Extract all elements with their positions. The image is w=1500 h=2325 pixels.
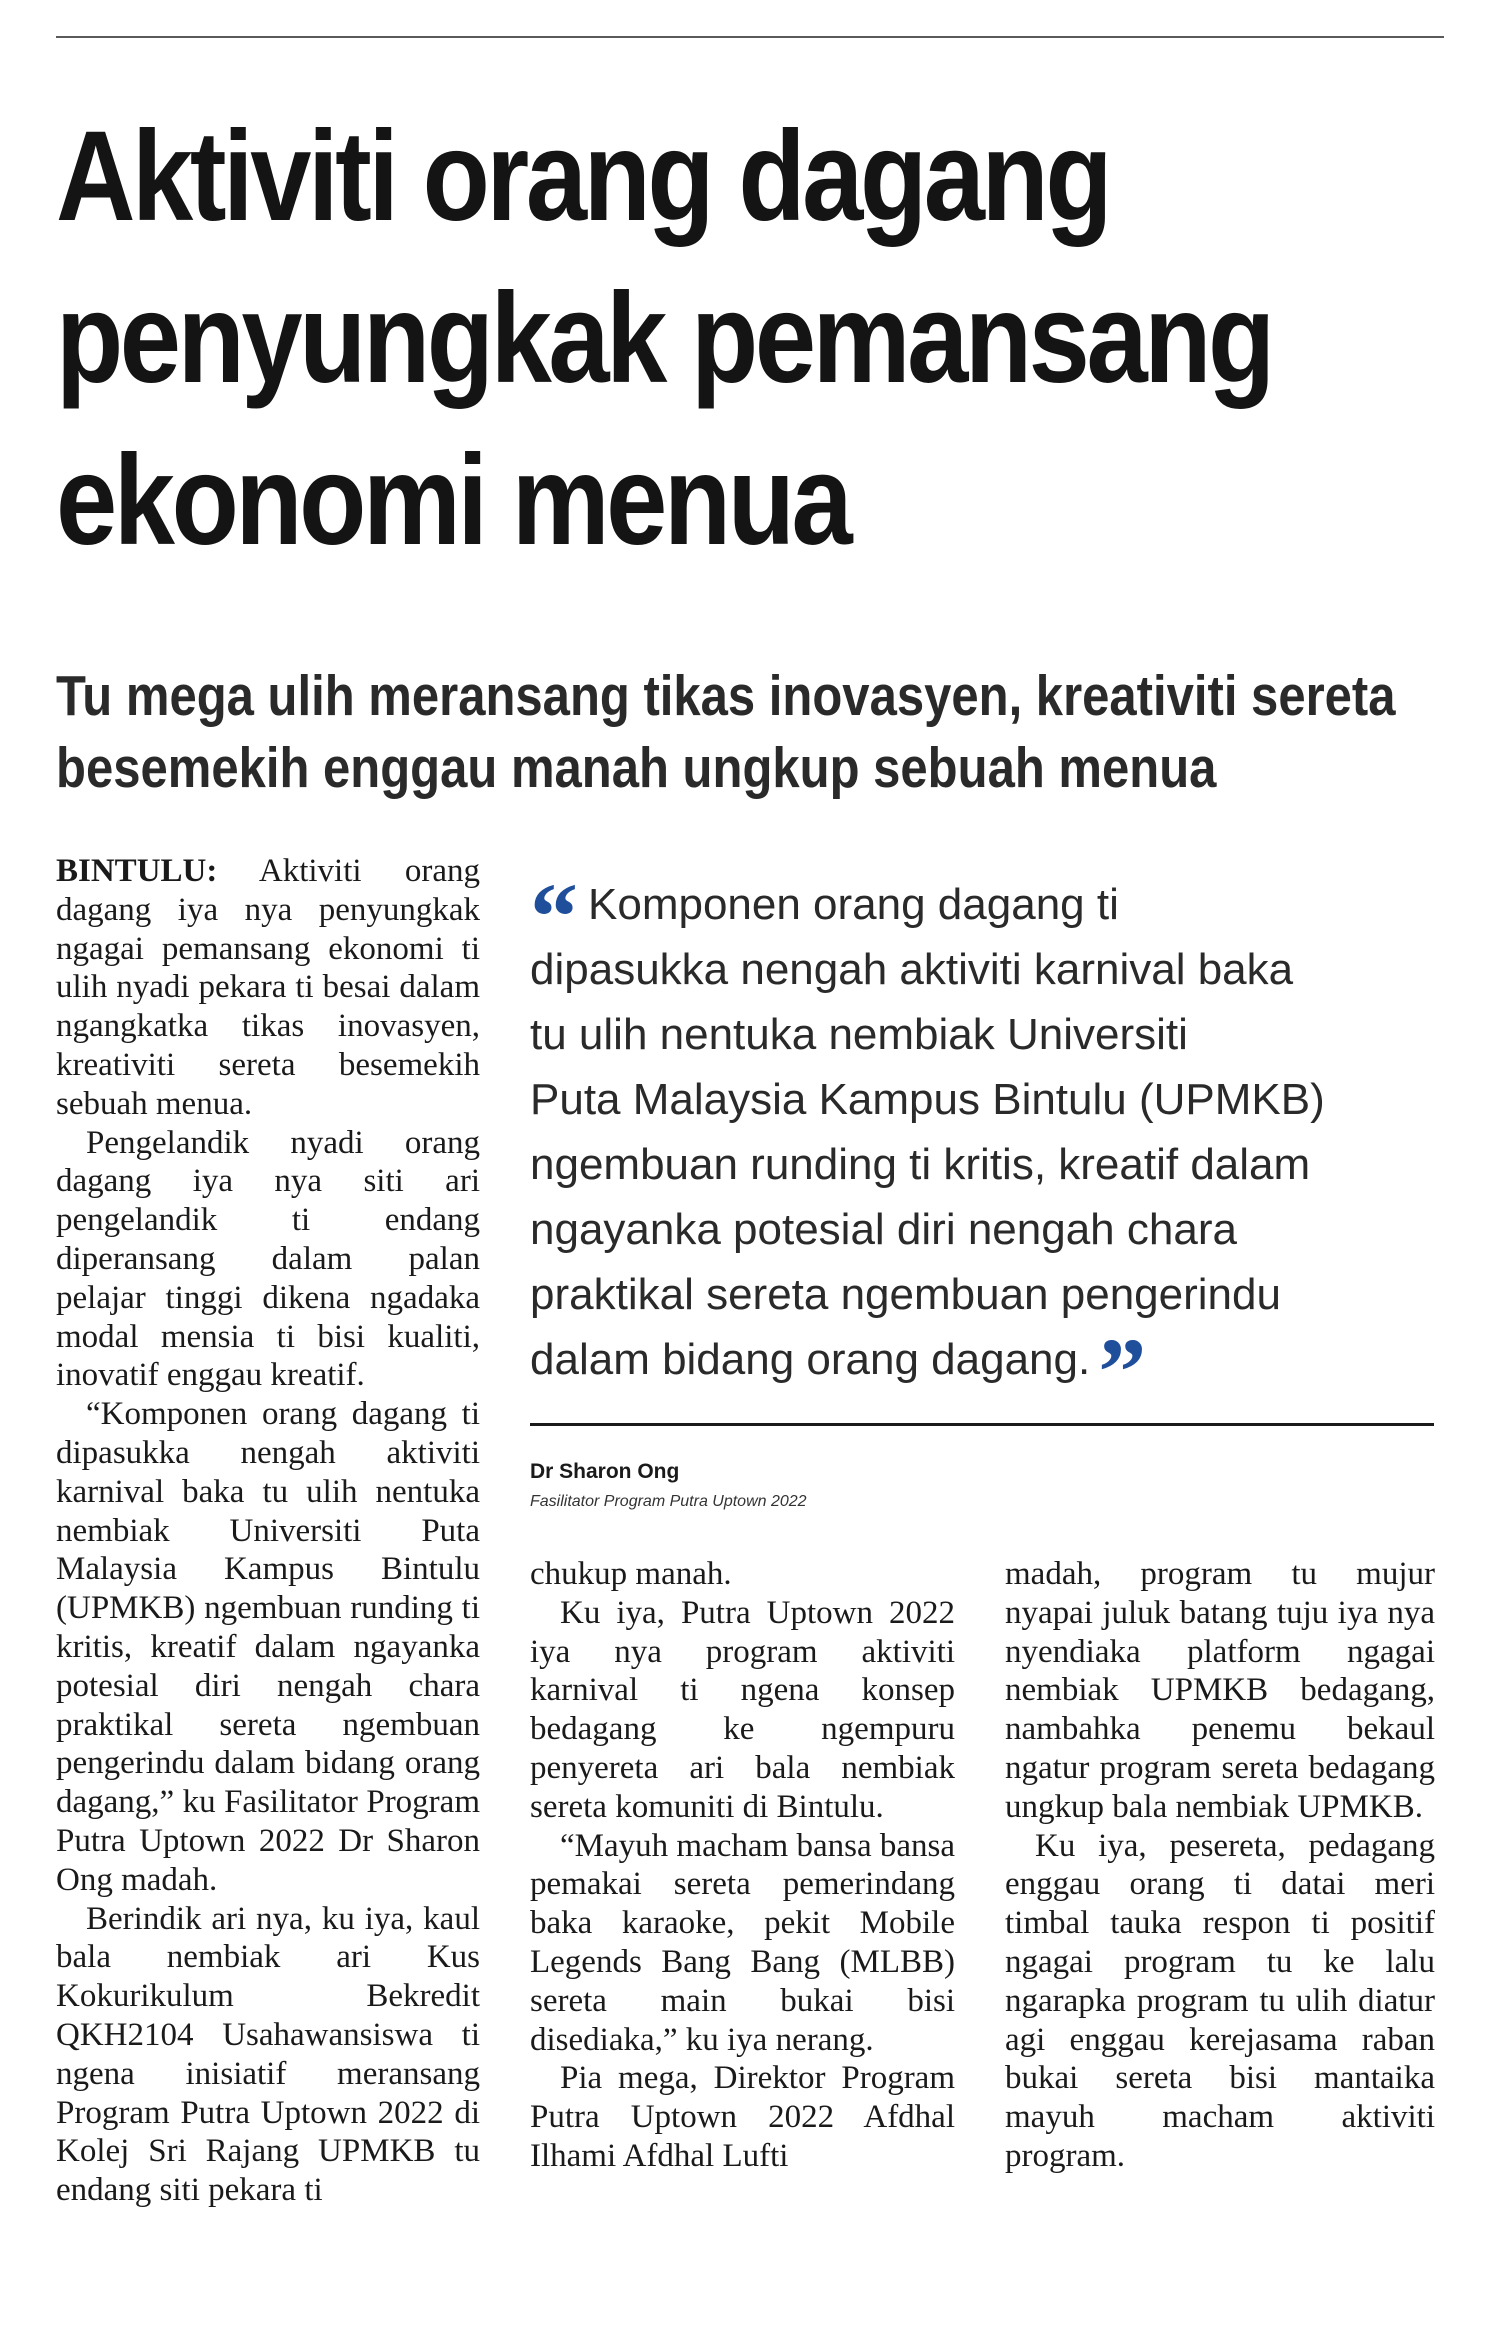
body-paragraph: Ku iya, pesereta, pedagang enggau orang ti datai meri timbal tauka respon ti positif ngagai program tu ke lalu ngarapka program tu ulih diatur agi enggau kerejasama raban bukai sereta bisi mantaika mayuh macham aktiviti program.	[1005, 1827, 1435, 2174]
pull-quote-line: Puta Malaysia Kampus Bintulu (UPMKB)	[530, 1075, 1325, 1124]
pull-quote-text: Komponen orang dagang ti	[588, 880, 1119, 929]
body-paragraph: Ku iya, Putra Uptown 2022 iya nya program aktiviti karnival ti ngena konsep bedagang ke ngempuru penyereta ari bala nembiak sereta komuniti di Bintulu.	[530, 1594, 955, 1825]
paragraph-text: Aktiviti orang dagang iya nya penyungkak ngagai pemansang ekonomi ti ulih nyadi pekara ti besai dalam ngangkatka tikas inovasyen, kreativiti sereta besemekih sebuah menua.	[56, 853, 480, 1122]
quote-attribution-name: Dr Sharon Ong	[530, 1460, 680, 1483]
pull-quote-line: ngembuan runding ti kritis, kreatif dalam	[530, 1140, 1311, 1189]
standfirst-line: Tu mega ulih meransang tikas inovasyen, kreativiti sereta	[56, 664, 1396, 728]
body-paragraph: “Mayuh macham bansa bansa pemakai sereta pemerindang baka karaoke, pekit Mobile Legends Bang Bang (MLBB) sereta main bukai bisi disediaka,” ku iya nerang.	[530, 1827, 955, 2058]
body-paragraph	[56, 852, 480, 1124]
quote-divider	[530, 1423, 1434, 1426]
headline-line: ekonomi menua	[56, 429, 850, 572]
pull-quote-line: “ Komponen orang dagang ti	[530, 863, 1119, 970]
standfirst-line: besemekih enggau manah ungkup sebuah menua	[56, 736, 1217, 800]
dateline: BINTULU:	[56, 853, 218, 889]
body-paragraph: chukup manah.	[530, 1556, 732, 1592]
pull-quote-line: dipasukka nengah aktiviti karnival baka	[530, 945, 1294, 994]
body-paragraph: Pia mega, Direktor Program Putra Uptown 2022 Afdhal Ilhami Afdhal Lufti	[530, 2060, 955, 2174]
top-rule	[56, 36, 1444, 38]
headline-line: penyungkak pemansang	[56, 267, 1272, 410]
body-paragraph: madah, program tu mujur nyapai juluk batang tuju iya nya nyendiaka platform ngagai nembiak UPMKB bedagang, nambahka penemu bekaul ngatur program sereta bedagang ungkup bala nembiak UPMKB.	[1005, 1556, 1435, 1825]
body-column-3	[1005, 1555, 1435, 2176]
body-paragraph: “Komponen orang dagang ti dipasukka nengah aktiviti karnival baka tu ulih nentuka nembiak Universiti Puta Malaysia Kampus Bintulu (UPMKB) ngembuan runding ti kritis, kreatif dalam ngayanka potesial diri nengah chara praktikal sereta ngembuan pengerindu dalam bidang orang dagang,” ku Fasilitator Program Putra Uptown 2022 Dr Sharon Ong madah.	[56, 1396, 480, 1898]
headline	[56, 96, 1272, 582]
body-paragraph: Berindik ari nya, ku iya, kaul bala nembiak ari Kus Kokurikulum Bekredit QKH2104 Usahawansiswa ti ngena inisiatif meransang Program Putra Uptown 2022 di Kolej Sri Rajang UPMKB tu endang siti pekara ti	[56, 1900, 480, 2209]
pull-quote-line: dalam bidang orang dagang.”	[530, 1318, 1147, 1425]
headline-line: Aktiviti orang dagang	[56, 105, 1110, 248]
pull-quote	[530, 863, 1430, 1425]
body-column-1	[56, 852, 480, 2210]
standfirst	[56, 660, 1396, 804]
pull-quote-line: ngayanka potesial diri nengah chara	[530, 1205, 1237, 1254]
body-paragraph: Pengelandik nyadi orang dagang iya nya siti ari pengelandik ti endang diperansang dalam palan pelajar tinggi dikena ngadaka modal mensia ti bisi kualiti, inovatif enggau kreatif.	[56, 1124, 480, 1394]
pull-quote-line: tu ulih nentuka nembiak Universiti	[530, 1010, 1188, 1059]
body-column-2	[530, 1555, 955, 2176]
quote-attribution-role: Fasilitator Program Putra Uptown 2022	[530, 1493, 807, 1510]
pull-quote-line: praktikal sereta ngembuan pengerindu	[530, 1270, 1281, 1319]
pull-quote-text: dalam bidang orang dagang.	[530, 1335, 1091, 1384]
